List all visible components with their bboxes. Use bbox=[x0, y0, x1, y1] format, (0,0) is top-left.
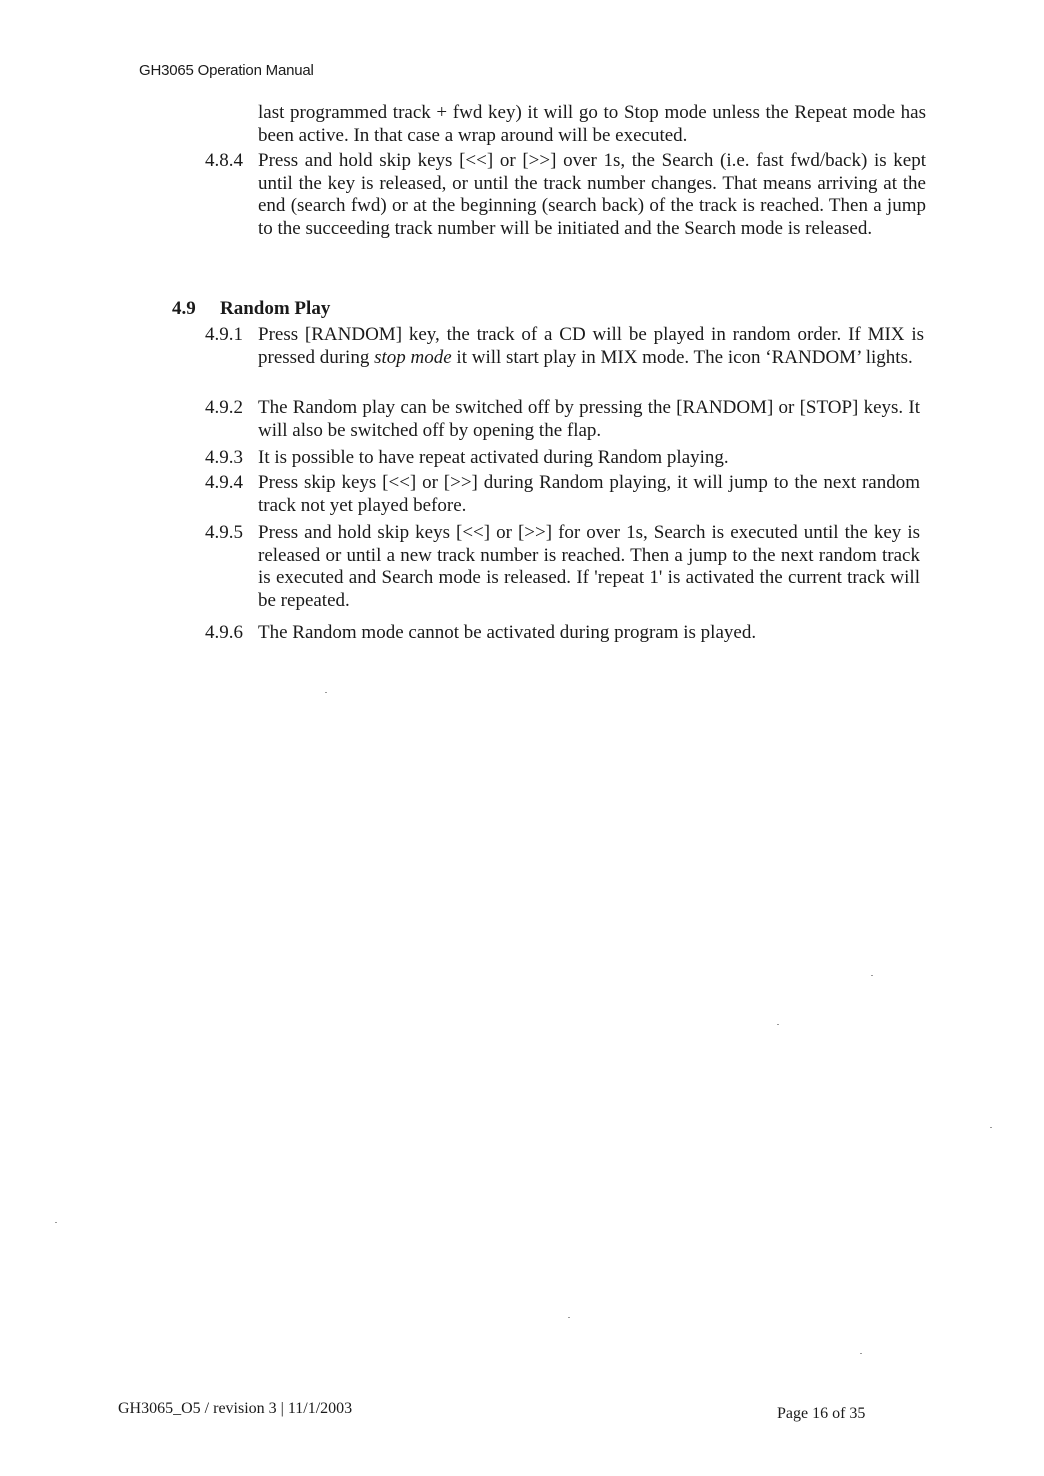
item-text-italic: stop mode bbox=[374, 346, 452, 368]
section-title: Random Play bbox=[220, 298, 331, 319]
section-number: 4.9 bbox=[172, 298, 196, 319]
item-text: The Random play can be switched off by pressing the [RANDOM] or [STOP] keys. It will also be switched off by opening the flap. bbox=[258, 397, 920, 441]
item-text: The Random mode cannot be activated during program is played. bbox=[258, 622, 757, 643]
item-number: 4.9.3 bbox=[205, 447, 243, 468]
scan-speck bbox=[325, 692, 327, 693]
scan-speck bbox=[871, 975, 873, 976]
footer-document-id: GH3065_O5 / revision 3 | 11/1/2003 bbox=[118, 1400, 353, 1417]
section-heading bbox=[172, 298, 330, 320]
scan-speck bbox=[860, 1353, 862, 1354]
item-text: It is possible to have repeat activated during Random playing. bbox=[258, 447, 729, 468]
page-header: GH3065 Operation Manual bbox=[139, 62, 314, 79]
footer-page-number: Page 16 of 35 bbox=[777, 1405, 866, 1422]
item-text: Press and hold skip keys [<<] or [>>] over 1s, the Search (i.e. fast fwd/back) is kept until the key is released, or until the track number changes. That means arriving at the end (search fwd) or at the beginning (search back) of the track is reached. Then a jump to the succeeding track number will be initiated and the Search mode is released. bbox=[258, 150, 926, 239]
item-text bbox=[258, 324, 924, 369]
item-number: 4.9.6 bbox=[205, 622, 243, 643]
scan-speck bbox=[990, 1127, 992, 1128]
item-number: 4.9.2 bbox=[205, 397, 243, 418]
scan-speck bbox=[55, 1222, 57, 1223]
scan-speck bbox=[568, 1317, 570, 1318]
scan-speck bbox=[777, 1024, 779, 1025]
item-number: 4.9.1 bbox=[205, 324, 243, 345]
continuation-paragraph: last programmed track + fwd key) it will go to Stop mode unless the Repeat mode has been active. In that case a wrap around will be executed. bbox=[258, 102, 926, 146]
item-number: 4.9.4 bbox=[205, 472, 243, 493]
item-number: 4.9.5 bbox=[205, 522, 243, 543]
item-text: Press and hold skip keys [<<] or [>>] for over 1s, Search is executed until the key is released or until a new track number is reached. Then a jump to the next random track is executed and Search mode is released. If 'repeat 1' is activated the current track will be repeated. bbox=[258, 522, 920, 611]
item-text-part: it will start play in MIX mode. The icon ‘RANDOM’ lights. bbox=[451, 346, 913, 368]
item-text-part: Press [RANDOM] key, the track of a CD will be played in random order. If MIX is pressed during bbox=[258, 324, 924, 368]
item-text: Press skip keys [<<] or [>>] during Random playing, it will jump to the next random track not yet played before. bbox=[258, 472, 920, 516]
item-number: 4.8.4 bbox=[205, 150, 243, 171]
